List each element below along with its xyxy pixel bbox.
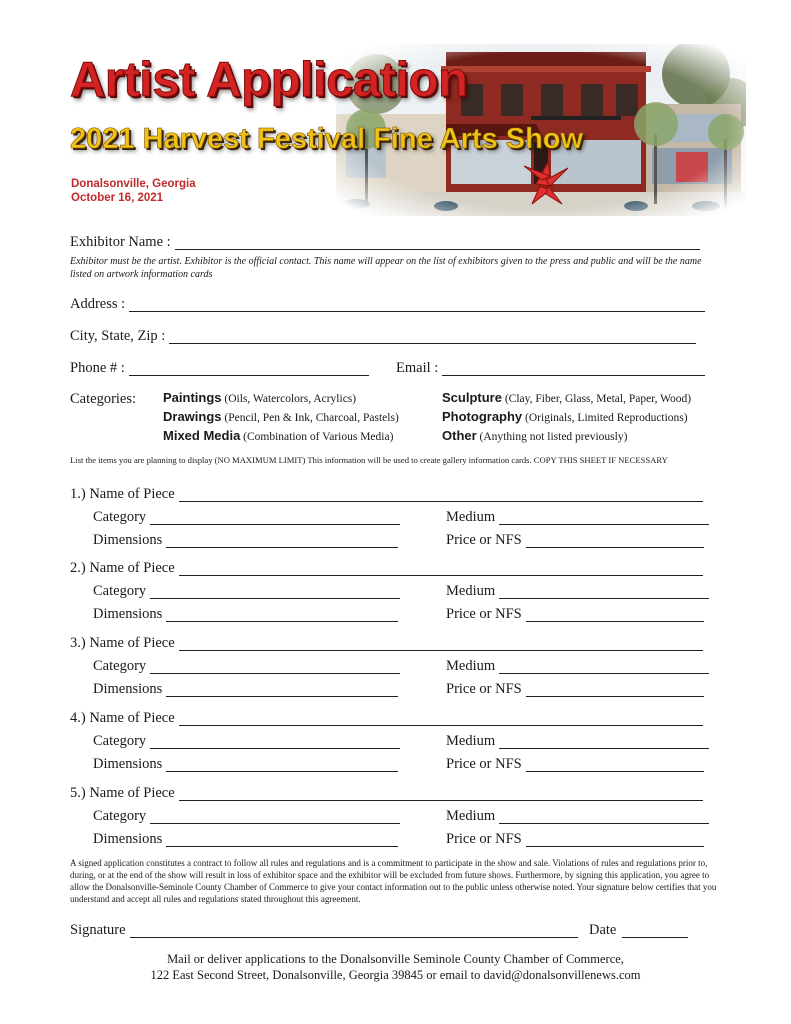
category-paintings: Paintings (Oils, Watercolors, Acrylics) <box>163 390 357 405</box>
piece-5-dimensions-label: Dimensions <box>93 831 163 847</box>
display-instructions: List the items you are planning to display (NO MAXIMUM LIMIT) This information will be used to create gallery information cards. COPY THIS SHEET IF NECESSARY <box>70 455 668 465</box>
piece-1-price-field[interactable] <box>526 535 704 548</box>
exhibitor-name-field[interactable] <box>175 237 700 250</box>
piece-3-dimensions-label: Dimensions <box>93 681 163 697</box>
piece-3-medium-row <box>446 659 709 674</box>
piece-1-medium-row <box>446 510 709 525</box>
city-row <box>70 329 696 344</box>
categories-heading: Categories: <box>70 391 137 407</box>
piece-5-medium-field[interactable] <box>499 811 709 824</box>
exhibitor-name-label: Exhibitor Name : <box>70 234 171 250</box>
piece-4-medium-row <box>446 734 709 749</box>
piece-4-category-field[interactable] <box>150 736 400 749</box>
piece-1-category-field[interactable] <box>150 512 400 525</box>
piece-1-name-field[interactable] <box>179 489 703 502</box>
piece-3-category-row <box>93 659 400 674</box>
piece-5-price-label: Price or NFS <box>446 831 522 847</box>
piece-1-medium-label: Medium <box>446 509 496 525</box>
piece-2-medium-field[interactable] <box>499 586 709 599</box>
piece-4-price-row <box>446 757 704 772</box>
mailing-instructions: Mail or deliver applications to the Donalsonville Seminole County Chamber of Commerce, <box>167 952 624 966</box>
piece-5-dimensions-field[interactable] <box>166 834 398 847</box>
legal-agreement: A signed application constitutes a contract to follow all rules and regulations and is a commitment to participate in the show and sale. Violations of rules and regulations prior to, during, or at the end of the show will result in loss of exhibitor space and the exhibitor will be excluded from future shows. Furthermore, by signing this application, you agree to allow the Donalsonville-Seminole County Chamber of Commerce to give your contact information out to the public unless otherwise noted. Your signature below certifies that you understand and accept all rules and regulations stated throughout this agreement. <box>70 858 717 904</box>
piece-5-category-field[interactable] <box>150 811 400 824</box>
piece-2-category-row <box>93 584 400 599</box>
piece-4-medium-label: Medium <box>446 733 496 749</box>
email-row <box>396 361 705 376</box>
piece-3-price-label: Price or NFS <box>446 681 522 697</box>
piece-5-name-label: 5.) Name of Piece <box>70 785 175 801</box>
signature-row <box>70 923 578 938</box>
piece-1-category-row <box>93 510 400 525</box>
piece-3-name-field[interactable] <box>179 638 703 651</box>
piece-3-category-field[interactable] <box>150 661 400 674</box>
piece-2-category-label: Category <box>93 583 147 599</box>
address-field[interactable] <box>129 299 705 312</box>
piece-3-dimensions-field[interactable] <box>166 684 398 697</box>
city-state-zip-field[interactable] <box>169 331 696 344</box>
piece-5-medium-row <box>446 809 709 824</box>
signature-field[interactable] <box>130 925 578 938</box>
piece-4-name-field[interactable] <box>179 713 703 726</box>
piece-4-dimensions-row <box>93 757 398 772</box>
piece-1-dimensions-field[interactable] <box>166 535 398 548</box>
piece-1-price-label: Price or NFS <box>446 532 522 548</box>
category-drawings: Drawings (Pencil, Pen & Ink, Charcoal, Pastels) <box>163 409 399 424</box>
page-title: Artist Application <box>70 53 468 107</box>
phone-row <box>70 361 369 376</box>
category-mixed-media: Mixed Media (Combination of Various Media) <box>163 428 394 443</box>
piece-2-dimensions-label: Dimensions <box>93 606 163 622</box>
email-field[interactable] <box>442 363 705 376</box>
piece-1-name-row <box>70 487 703 502</box>
date-label: Date <box>589 922 617 938</box>
piece-3-name-row <box>70 636 703 651</box>
piece-1-dimensions-label: Dimensions <box>93 532 163 548</box>
event-date: October 16, 2021 <box>71 192 164 204</box>
piece-2-medium-row <box>446 584 709 599</box>
category-sculpture: Sculpture (Clay, Fiber, Glass, Metal, Paper, Wood) <box>442 390 692 405</box>
piece-5-dimensions-row <box>93 832 398 847</box>
piece-5-name-row <box>70 786 703 801</box>
piece-1-medium-field[interactable] <box>499 512 709 525</box>
piece-3-medium-label: Medium <box>446 658 496 674</box>
piece-1-name-label: 1.) Name of Piece <box>70 486 175 502</box>
piece-3-price-row <box>446 682 704 697</box>
piece-2-medium-label: Medium <box>446 583 496 599</box>
piece-4-dimensions-field[interactable] <box>166 759 398 772</box>
piece-2-name-field[interactable] <box>179 563 703 576</box>
piece-2-price-field[interactable] <box>526 609 704 622</box>
phone-label: Phone # : <box>70 360 125 376</box>
piece-3-price-field[interactable] <box>526 684 704 697</box>
piece-4-dimensions-label: Dimensions <box>93 756 163 772</box>
piece-3-category-label: Category <box>93 658 147 674</box>
event-location: Donalsonville, Georgia <box>71 178 196 190</box>
phone-field[interactable] <box>129 363 369 376</box>
piece-2-name-row <box>70 561 703 576</box>
piece-2-dimensions-field[interactable] <box>166 609 398 622</box>
piece-4-medium-field[interactable] <box>499 736 709 749</box>
piece-4-category-label: Category <box>93 733 147 749</box>
piece-5-category-label: Category <box>93 808 147 824</box>
signature-label: Signature <box>70 922 126 938</box>
piece-2-price-label: Price or NFS <box>446 606 522 622</box>
piece-4-name-label: 4.) Name of Piece <box>70 710 175 726</box>
piece-4-category-row <box>93 734 400 749</box>
piece-5-price-row <box>446 832 704 847</box>
piece-5-price-field[interactable] <box>526 834 704 847</box>
piece-2-price-row <box>446 607 704 622</box>
piece-4-price-field[interactable] <box>526 759 704 772</box>
piece-2-category-field[interactable] <box>150 586 400 599</box>
piece-3-dimensions-row <box>93 682 398 697</box>
piece-4-price-label: Price or NFS <box>446 756 522 772</box>
piece-1-price-row <box>446 533 704 548</box>
event-subtitle: 2021 Harvest Festival Fine Arts Show <box>70 123 584 155</box>
date-row <box>589 923 688 938</box>
piece-2-dimensions-row <box>93 607 398 622</box>
piece-2-name-label: 2.) Name of Piece <box>70 560 175 576</box>
piece-1-category-label: Category <box>93 509 147 525</box>
exhibitor-note: Exhibitor must be the artist. Exhibitor is the official contact. This name will appear on the list of exhibitors given to the press and public and will be the name listed on artwork information cards <box>70 256 702 280</box>
address-row <box>70 297 705 312</box>
piece-3-name-label: 3.) Name of Piece <box>70 635 175 651</box>
piece-3-medium-field[interactable] <box>499 661 709 674</box>
piece-5-medium-label: Medium <box>446 808 496 824</box>
piece-5-category-row <box>93 809 400 824</box>
category-photography: Photography (Originals, Limited Reproductions) <box>442 409 688 424</box>
address-label: Address : <box>70 296 126 312</box>
date-field[interactable] <box>622 925 688 938</box>
piece-4-name-row <box>70 711 703 726</box>
category-other: Other (Anything not listed previously) <box>442 428 628 443</box>
piece-5-name-field[interactable] <box>179 788 703 801</box>
city-state-zip-label: City, State, Zip : <box>70 328 166 344</box>
exhibitor-name-row <box>70 235 700 250</box>
email-label: Email : <box>396 360 439 376</box>
piece-1-dimensions-row <box>93 533 398 548</box>
mailing-address: 122 East Second Street, Donalsonville, Georgia 39845 or email to david@donalsonvillenews.com <box>150 968 641 982</box>
